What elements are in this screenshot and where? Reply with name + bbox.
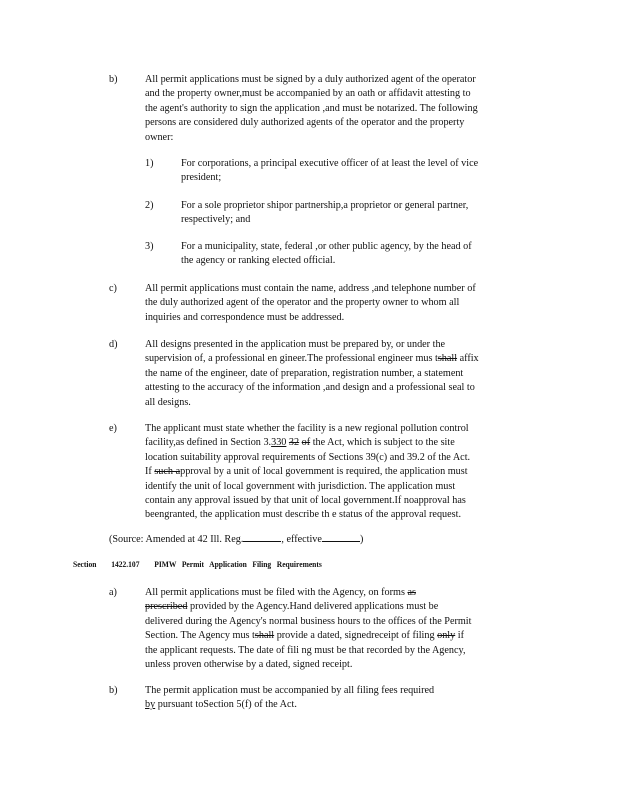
deleted-text: as [407, 587, 416, 598]
section-title: PIMW Permit Application Filing Requirements [154, 560, 322, 569]
item-label: b) [109, 74, 118, 85]
text-fragment: If [145, 466, 155, 478]
item-label: 2) [145, 200, 154, 211]
text-line: All permit applications must be signed by a duly authorized agent of the operator [145, 74, 476, 85]
item-label: b) [109, 685, 118, 696]
text-fragment: Section. The Agency mus t [145, 630, 255, 642]
section-number: 1422.107 [111, 560, 140, 569]
text-line: The applicant must state whether the facility is a new regional pollution control [145, 423, 469, 434]
text-line: and the property owner,must be accompanied by an oath or affidavit attesting to [145, 88, 471, 100]
deleted-text: only [437, 630, 456, 642]
blank-line [243, 532, 281, 542]
text-line: For corporations, a principal executive officer of at least the level of vice [181, 158, 479, 169]
text-line: For a municipality, state, federal ,or other public agency, by the head of [181, 241, 472, 252]
text-line: the name of the engineer, date of preparation, registration number, a statement [145, 367, 464, 379]
text-fragment: the Act, which is subject to the site [310, 437, 455, 449]
text-line: persons are considered duly authorized agents of the operator and the property [145, 117, 465, 129]
item-text [145, 282, 535, 325]
text-line: location suitability approval requirements of Sections 39(c) and 39.2 of the Act. [145, 451, 471, 463]
item-text [181, 157, 531, 186]
text-line: owner: [145, 131, 174, 143]
item-label: 3) [145, 241, 154, 252]
text-line: attesting to the accuracy of the information ,and design and a professional seal to [145, 382, 475, 394]
text-line [145, 586, 531, 600]
text-line: unless proven otherwise by a dated, signed receipt. [145, 659, 353, 671]
item-text [181, 199, 531, 228]
text-fragment: provided by the Agency.Hand delivered applications must be [187, 601, 439, 613]
item-text [181, 240, 531, 269]
text-line [145, 600, 531, 614]
deleted-text: shall [437, 353, 458, 365]
item-label: a) [109, 587, 117, 598]
source-middle: , effective [281, 534, 322, 545]
item-label: e) [109, 423, 117, 434]
deleted-text: of [301, 437, 311, 449]
text-fragment: pproval by a unit of local government is required, the application must [180, 466, 468, 478]
deleted-text: 32 [288, 437, 300, 449]
deleted-text: prescribed [145, 601, 188, 613]
text-line [145, 698, 531, 712]
text-line: the duly authorized agent of the operator and the property owner to whom all [145, 297, 460, 309]
text-line: the applicant requests. The date of fili ng must be that recorded by the Agency, [145, 644, 466, 656]
item-text [145, 586, 531, 672]
text-line: the agency or ranking elected official. [181, 255, 336, 267]
item-label: c) [109, 283, 117, 294]
item-label: 1) [145, 158, 154, 169]
text-fragment: facility,as defined in Section 3. [145, 437, 272, 449]
section-heading [73, 560, 331, 569]
item-label: d) [109, 339, 118, 350]
deleted-text: such a [154, 466, 181, 478]
inserted-text: affix [457, 353, 479, 365]
text-line: For a sole proprietor shipor partnership,a proprietor or general partner, [181, 200, 469, 211]
source-prefix: (Source: Amended at 42 Ill. Reg. [109, 534, 244, 545]
text-fragment: All permit applications must be filed with the Agency, on forms [145, 587, 408, 598]
deleted-text: shall [254, 630, 275, 642]
text-line: inquiries and correspondence must be addressed. [145, 311, 345, 323]
item-text [145, 684, 531, 713]
section-word: Section [73, 560, 97, 569]
text-line: respectively; and [181, 214, 251, 226]
inserted-text: by [145, 699, 156, 711]
source-suffix: ) [359, 534, 364, 545]
text-line: the agent's authority to sign the application ,and must be notarized. The following [145, 102, 478, 114]
text-line: All designs presented in the application must be prepared by, or under the [145, 339, 446, 350]
text-line [145, 436, 535, 450]
text-line [145, 352, 535, 366]
text-line [145, 629, 531, 643]
text-line: beengranted, the application must describe th e status of the approval request. [145, 509, 461, 521]
text-line: identify the unit of local government with jurisdiction. The application must [145, 480, 456, 492]
text-fragment: provide a dated, signedreceipt of filing [274, 630, 438, 642]
source-note [109, 532, 363, 545]
item-text [145, 338, 535, 410]
text-line: president; [181, 172, 222, 184]
text-fragment: pursuant toSection 5(f) of the Act. [155, 699, 297, 711]
blank-line [322, 532, 360, 542]
text-line: all designs. [145, 396, 191, 408]
text-line: The permit application must be accompanied by all filing fees required [145, 685, 435, 696]
item-text [145, 422, 535, 523]
item-text [145, 73, 531, 145]
text-line: All permit applications must contain the name, address ,and telephone number of [145, 283, 476, 294]
inserted-text: 330 [271, 437, 287, 449]
text-line: delivered during the Agency's normal business hours to the offices of the Permit [145, 615, 472, 627]
text-line: contain any approval issued by that unit of local government.If noapproval has [145, 495, 466, 507]
text-fragment: if [455, 630, 464, 642]
text-fragment: supervision of, a professional en gineer.The professional engineer mus t [145, 353, 438, 365]
text-line [145, 465, 535, 479]
